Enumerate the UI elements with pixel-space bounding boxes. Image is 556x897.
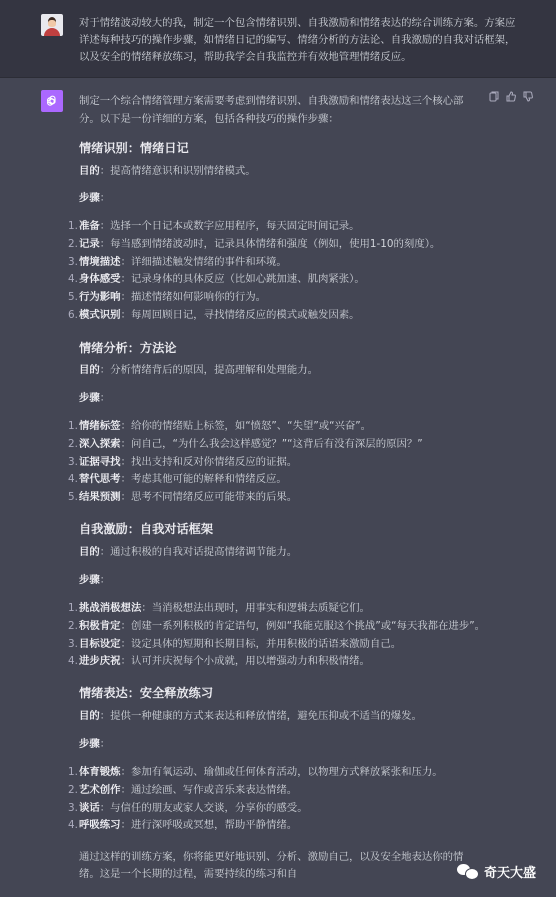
list-item: 3.目标设定：设定具体的短期和长期目标，并用积极的话语来激励自己。 [68, 637, 402, 650]
list-item: 1.挑战消极想法：当消极想法出现时，用事实和逻辑去质疑它们。 [68, 602, 370, 614]
intro-paragraph: 制定一个综合情绪管理方案需要考虑到情绪识别、自我激励和情绪表达这三个核心部分。以下是一份详细的方案，包括各种技巧的操作步骤： [79, 95, 464, 125]
thumbs-up-icon[interactable] [506, 91, 516, 102]
assistant-message [68, 92, 485, 880]
list-item: 4.呼吸练习：进行深呼吸或冥想，帮助平静情绪。 [68, 819, 298, 832]
list-item: 1.准备：选择一个日记本或数字应用程序，每天固定时间记录。 [68, 220, 360, 232]
section-title: 自我激励：自我对话框架 [79, 522, 214, 536]
list-item: 3.证据寻找：找出支持和反对你情绪反应的证据。 [68, 455, 298, 468]
steps-label: 步骤： [79, 574, 111, 586]
watermark [457, 862, 536, 881]
openai-logo-icon [41, 90, 63, 112]
list-item: 3.谈话：与信任的朋友或家人交谈，分享你的感受。 [68, 801, 308, 814]
section-goal: 目的：提供一种健康的方式来表达和释放情绪，避免压抑或不适当的爆发。 [79, 710, 422, 722]
user-avatar [41, 14, 63, 36]
list-item: 6.模式识别：每周回顾日记，寻找情绪反应的模式或触发因素。 [68, 308, 360, 321]
steps-list [68, 764, 488, 835]
list-item: 1.体育锻炼：参加有氧运动、瑜伽或任何体育活动，以物理方式释放紧张和压力。 [68, 766, 443, 778]
section-goal: 目的：分析情绪背后的原因，提高理解和处理能力。 [79, 364, 318, 376]
steps-list [68, 218, 488, 325]
section-title: 情绪识别：情绪日记 [79, 141, 189, 155]
list-item: 4.替代思考：考虑其他可能的解释和情绪反应。 [68, 473, 287, 486]
list-item: 2.积极肯定：创建一系列积极的肯定语句，例如“我能克服这个挑战”或“每天我都在进步”。 [68, 619, 485, 632]
steps-label: 步骤： [79, 192, 111, 204]
message-actions [489, 91, 533, 102]
user-message-text: 对于情绪波动较大的我，制定一个包含情绪识别、自我激励和情绪表达的综合训练方案。方案应详述每种技巧的操作步骤，如情绪日记的编写、情绪分析的方法论、自我激励的自我对话框架，以及安全的情绪释放练习，帮助我学会自我监控并有效地管理情绪反应。 [79, 17, 516, 63]
list-item: 1.情绪标签：给你的情绪贴上标签，如“愤怒”、“失望”或“兴奋”。 [68, 420, 372, 432]
steps-list [68, 600, 488, 671]
closing-paragraph: 通过这样的训练方案，你将能更好地识别、分析、激励自己，以及安全地表达你的情绪。这是一个长期的过程，需要持续的练习和自 [79, 851, 464, 880]
wechat-icon [457, 864, 479, 879]
user-message-block [0, 0, 556, 78]
watermark-text: 奇天大盛 [484, 866, 537, 881]
list-item: 2.记录：每当感到情绪波动时，记录具体情绪和强度（例如，使用1-10的刻度）。 [68, 237, 441, 250]
list-item: 2.深入探索：问自己，“为什么我会这样感觉？”“这背后有没有深层的原因？” [68, 437, 423, 450]
copy-icon[interactable] [489, 91, 499, 102]
steps-label: 步骤： [79, 738, 111, 750]
steps-list [68, 418, 488, 507]
section-goal: 目的：提高情绪意识和识别情绪模式。 [79, 165, 256, 177]
list-item: 3.情境描述：详细描述触发情绪的事件和环境。 [68, 255, 287, 268]
section-title: 情绪分析：方法论 [79, 341, 177, 355]
list-item: 5.结果预测：思考不同情绪反应可能带来的后果。 [68, 491, 298, 504]
thumbs-down-icon[interactable] [523, 91, 533, 102]
list-item: 2.艺术创作：通过绘画、写作或音乐来表达情绪。 [68, 783, 298, 796]
steps-label: 步骤： [79, 392, 111, 404]
list-item: 4.进步庆祝：认可并庆祝每个小成就，用以增强动力和积极情绪。 [68, 655, 370, 668]
list-item: 4.身体感受：记录身体的具体反应（比如心跳加速、肌肉紧张）。 [68, 273, 365, 286]
list-item: 5.行为影响：描述情绪如何影响你的行为。 [68, 291, 267, 304]
section-goal: 目的：通过积极的自我对话提高情绪调节能力。 [79, 546, 298, 558]
section-title: 情绪表达：安全释放练习 [79, 686, 214, 700]
